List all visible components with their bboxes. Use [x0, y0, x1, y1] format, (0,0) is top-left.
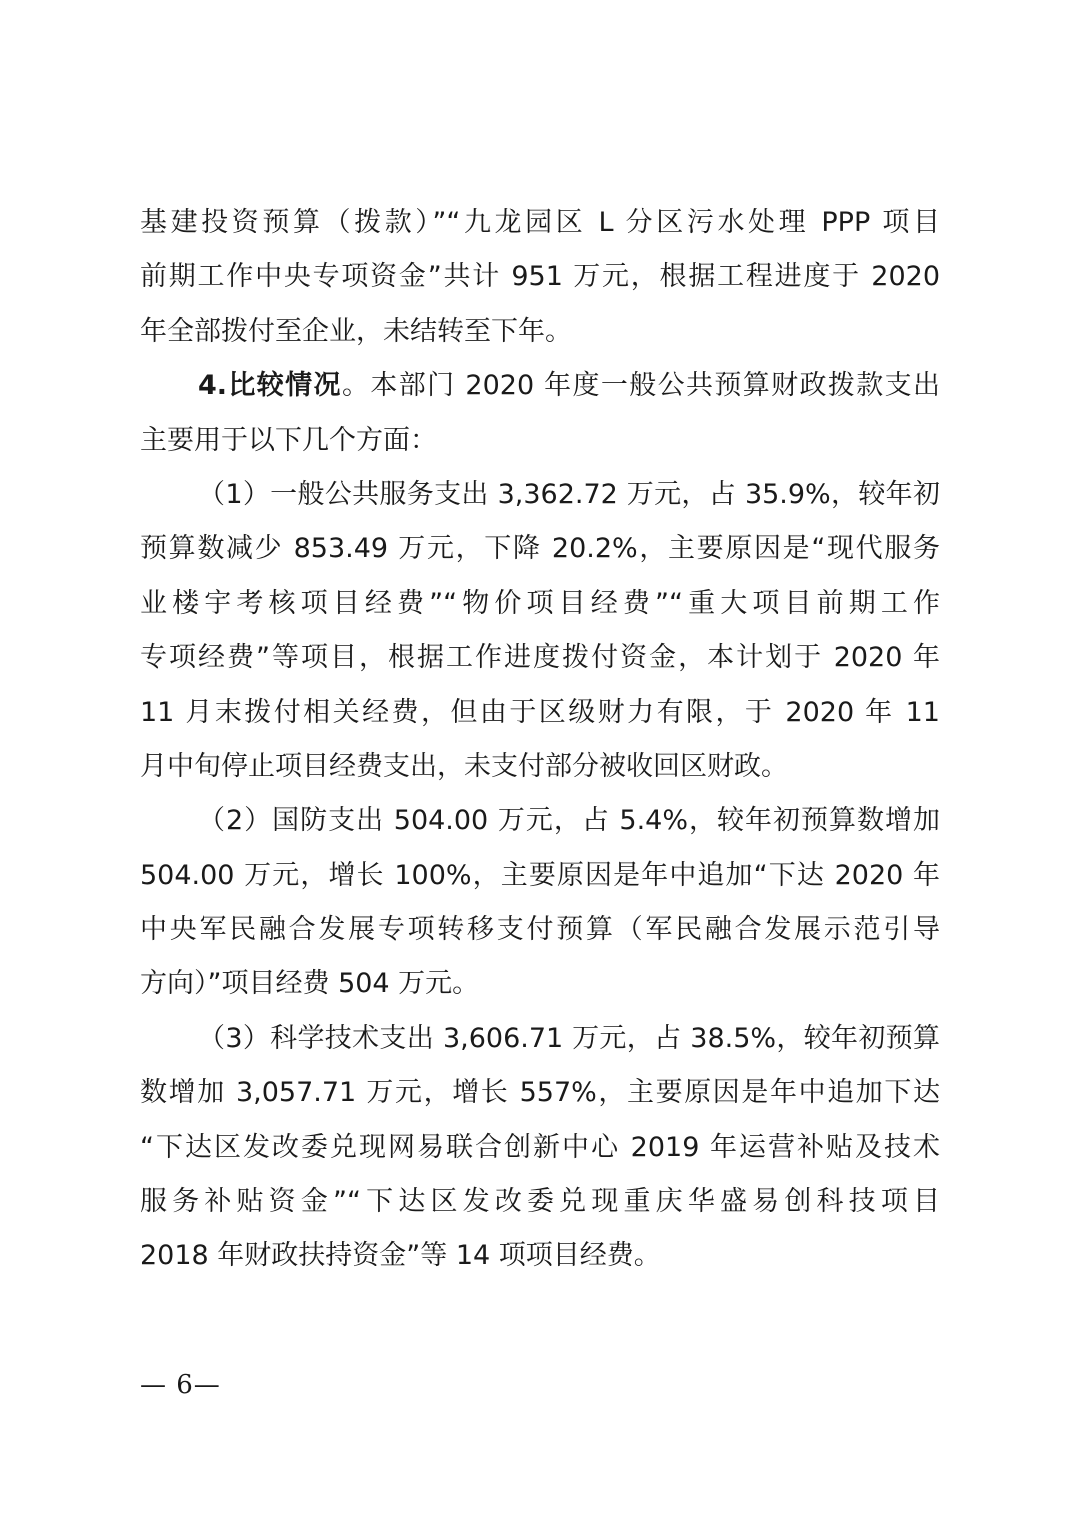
paragraph-line: 业楼宇考核项目经费”“物价项目经费”“重大项目前期工作: [140, 587, 940, 619]
paragraph-line: 年全部拨付至企业，未结转至下年。: [140, 315, 572, 347]
paragraph-line: （1）一般公共服务支出 3,362.72 万元，占 35.9%，较年初: [198, 478, 940, 510]
paragraph-line: 数增加 3,057.71 万元，增长 557%，主要原因是年中追加下达: [140, 1077, 940, 1109]
paragraph-line: 月中旬停止项目经费支出，未支付部分被收回区财政。: [140, 750, 788, 782]
section-heading-rest: 。本部门 2020 年度一般公共预算财政拨款支出: [341, 370, 940, 402]
paragraph-line: 预算数减少 853.49 万元，下降 20.2%，主要原因是“现代服务: [140, 533, 940, 565]
section-heading: 4.比较情况: [198, 370, 342, 402]
page-number: — 6—: [140, 1370, 221, 1400]
paragraph-line: 中央军民融合发展专项转移支付预算（军民融合发展示范引导: [140, 914, 940, 946]
section-heading-line: [140, 359, 940, 413]
paragraph-line: （3）科学技术支出 3,606.71 万元，占 38.5%，较年初预算: [198, 1022, 940, 1054]
paragraph-line: 主要用于以下几个方面：: [140, 424, 437, 456]
body-text: [140, 196, 940, 1284]
paragraph-line: 基建投资预算（拨款）”“九龙园区 L 分区污水处理 PPP 项目: [140, 207, 940, 238]
paragraph-line: 服务补贴资金”“下达区发改委兑现重庆华盛易创科技项目: [140, 1186, 940, 1218]
paragraph-line: 前期工作中央专项资金”共计 951 万元，根据工程进度于 2020: [140, 261, 940, 293]
paragraph-line: （2）国防支出 504.00 万元，占 5.4%，较年初预算数增加: [198, 805, 940, 837]
paragraph-line: 专项经费”等项目，根据工作进度拨付资金，本计划于 2020 年: [140, 642, 940, 674]
paragraph-line: 11 月末拨付相关经费，但由于区级财力有限，于 2020 年 11: [140, 696, 940, 728]
paragraph-line: 方向）”项目经费 504 万元。: [140, 968, 480, 1000]
paragraph-line: 504.00 万元，增长 100%，主要原因是年中追加“下达 2020 年: [140, 859, 940, 891]
paragraph-line: “下达区发改委兑现网易联合创新中心 2019 年运营补贴及技术: [140, 1131, 940, 1163]
paragraph-line: 2018 年财政扶持资金”等 14 项项目经费。: [140, 1240, 661, 1272]
